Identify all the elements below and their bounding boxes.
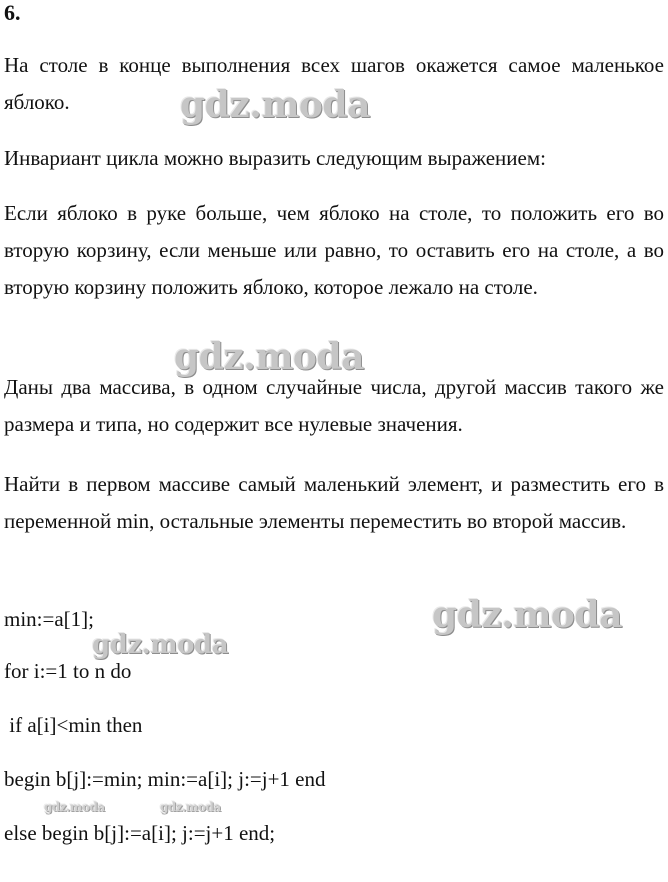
code-line-5: else begin b[j]:=a[i]; j:=j+1 end; [4,821,276,845]
watermark-logo: gdz.moda [174,336,364,378]
paragraph-answer: На столе в конце выполнения всех шагов окажется самое маленькое яблоко. [4,53,664,114]
paragraph-task: Найти в первом массиве самый маленький элемент, и разместить его в переменной min, остальные элементы переместить во второй массив. [4,472,664,533]
watermark-logo: gdz.moda [92,630,229,660]
code-line-4: begin b[j]:=min; min:=a[i]; j:=j+1 end [4,767,326,791]
task-number: 6. [4,0,21,25]
watermark-logo: gdz.moda [160,800,221,814]
code-line-1: min:=a[1]; [4,607,94,631]
code-line-2: for i:=1 to n do [4,659,132,683]
paragraph-invariant-intro: Инвариант цикла можно выразить следующим выражением: [4,146,546,170]
code-line-3: if a[i]<min then [4,713,143,737]
watermark-logo: gdz.moda [44,800,105,814]
paragraph-invariant: Если яблоко в руке больше, чем яблоко на столе, то положить его во вторую корзину, если меньше или равно, то оставить его на столе, а во вторую корзину положить яблоко, которое лежало на столе. [4,201,664,299]
paragraph-arrays: Даны два массива, в одном случайные числа, другой массив такого же размера и типа, но содержит все нулевые значения. [4,375,664,436]
watermark-logo: gdz.moda [432,594,622,636]
watermark-logo: gdz.moda [180,84,370,126]
